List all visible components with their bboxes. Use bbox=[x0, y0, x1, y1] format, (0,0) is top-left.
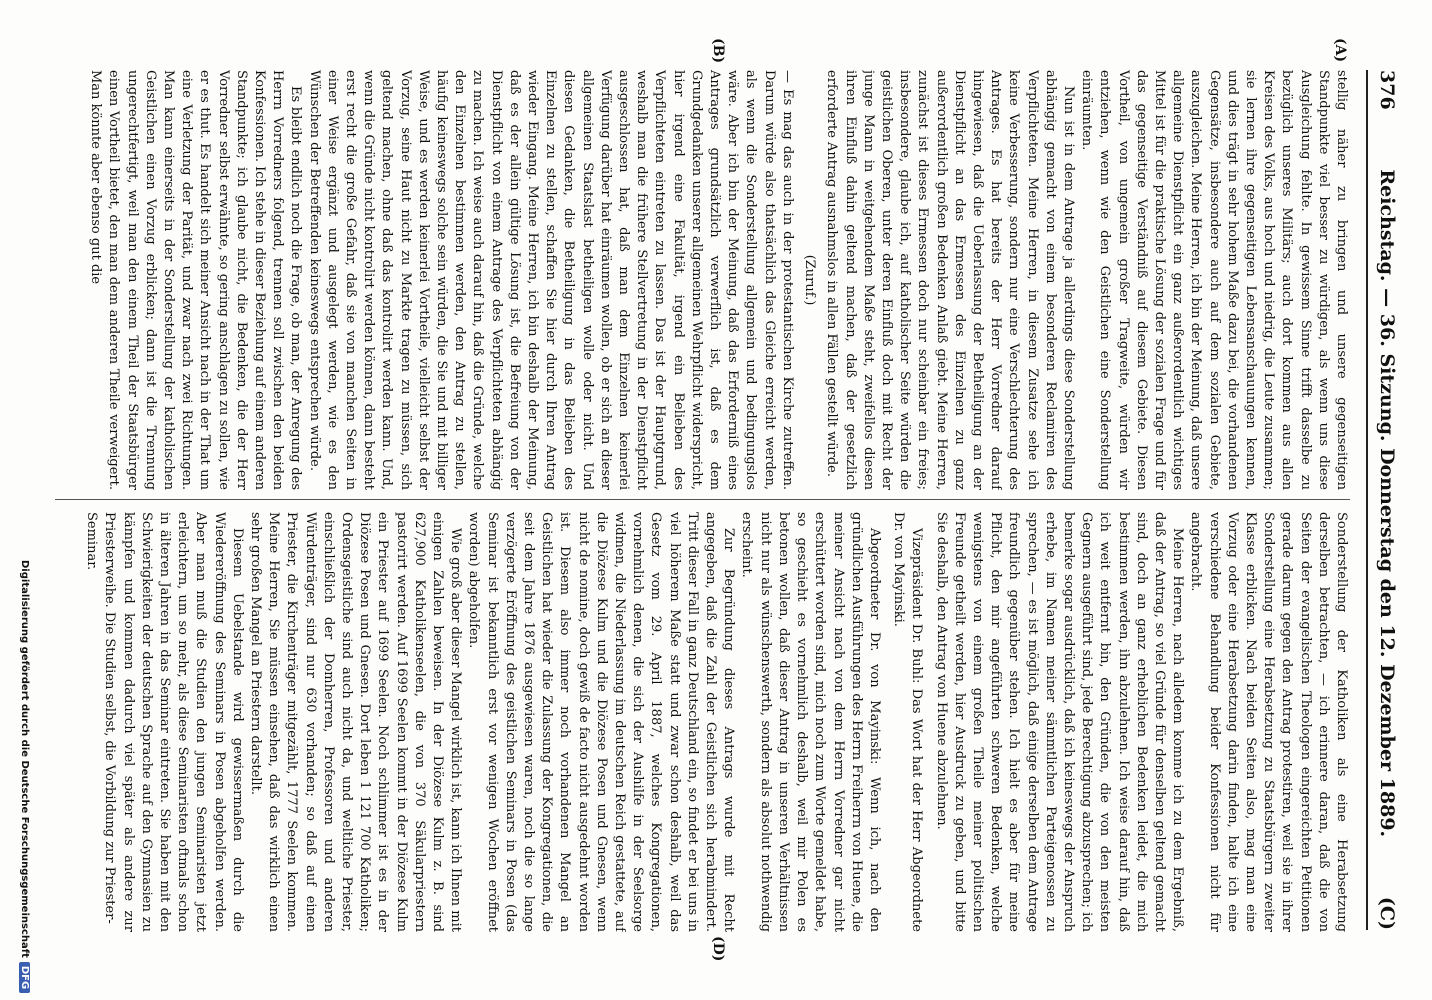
interjection: (Zuruf.) bbox=[802, 254, 818, 306]
digitization-text: Digitalisierung gefördert durch die Deutsche Forschungsgemeinschaft bbox=[19, 560, 30, 958]
running-title: Reichstag. — 36. Sitzung. Donnerstag den 12. Dezember 1889. bbox=[1376, 169, 1398, 838]
paragraph: Meine Herren, nach alledem komme ich zu dem Ergebniß, daß der Antrag, so viel Gründe für denselben geltend gemacht sind, doch an ganz erheblichen Bedenken leidet, die mich bestimmen werden, ihn abzulehnen. Ich weise darauf hin, daß ich weit entfernt bin, den Gründen, die von den meisten Gegnern ausgeführt sind, jede Berechtigung abzusprechen; ich bemerke sogar ausdrücklich, daß ich keineswegs der Anspruch erhebe, im Namen meiner sämmtlichen Parteigenossen zu sprechen, — es ist möglich, daß einige derselben dem Antrage freundlich gegenüber stehen. Ich hielt es aber für meine Pflicht, den mir angeführten schweren Bedenken, welche wenigstens von einem großen Theile meiner politischen Freunde getheilt werden, hier Ausdruck zu geben, und bitte Sie deshalb, den Antrag von Huene abzulehnen. bbox=[933, 512, 1186, 932]
paragraph: Wie groß aber dieser Mangel wirklich ist, kann ich Ihnen mit einigen Zahlen beweisen. In der Diözese Kulm z. B. sind 627,900 Katholikenseelen, die von 370 Säkularpriestern pastorirt werden. Auf 1699 Seelen kommt in der Diözese Kulm ein Priester auf 1699 Seelen. Noch schlimmer ist es in der Diözese Posen und Gnesen. Dort leben 1 121 700 Katholiken; Ordensgeistliche sind auch nicht da, und weltliche Priester, einschließlich der Domherren, Professoren und anderen Würdenträger, sind nur 630 vorhanden; so daß auf einen Priester, die Kirchenträger mitgezählt, 1777 Seelen kommen. Meine Herren, Sie müssen einsehen, daß das wirklich einen sehr großen Mangel an Priestern darstellt. bbox=[248, 512, 464, 932]
page-number: 376 bbox=[1376, 70, 1398, 110]
paragraph: Abgeordneter Dr. von Mayinski: Wenn ich, nach den gründlichen Ausführungen des Herrn Freiherrn von Huene, die meiner Ansicht nach von dem Herrn Vorredner gar nicht erschüttert worden sind, mich noch zum Worte gemeldet habe, so geschieht es vornehmlich deshalb, weil mir Polen es betonen wollen, daß dieser Antrag in unseren Verhältnissen nicht nur als wünschenswerth, sondern als absolut nothwendig erscheint. bbox=[739, 512, 882, 932]
paragraph: Sonderstellung der Katholiken als eine Herabsetzung derselben betrachten, — ich erinnere daran, daß die von Seiten der evangelischen Theologen eingereichten Petitionen gerade darum gegen den Antrag protestiren, weil sie in ihrer Sonderstellung eine Herabsetzung zu Staatsbürgern zweiter Klasse erblicken. Nach beiden Seiten also, mag man eine Vorzug oder eine Herabsetzung darin finden, halte ich eine verschiedene Behandlung beider Konfessionen nicht für angebracht. bbox=[1188, 512, 1349, 932]
digitization-note bbox=[19, 560, 30, 990]
paragraph: Es bleibt endlich noch die Frage, ob man, der Anregung des Herrn Vorredners folgend, trennen soll zwischen den beiden Konfessionen. Ich stehe in dieser Beziehung auf einem anderen Standpunkte; ich glaube nicht, die Bedenken, die der Herr Vorredner selbst erwähnte, so gering anschlagen zu sollen, wie er es thut. Es handelt sich meiner Ansicht nach in der That um eine Verletzung der Parität, und zwar nach zwei Richtungen. Man kann einerseits in der Sonderstellung der katholischen Geistlichen einen Vorzug erblicken; dann ist die Trennung ungerechtfertigt, weil man den einem Theil der Staatsbürger einen Vortheil bietet, den man dem anderen Theile verweigert. Man könnte aber ebenso gut die bbox=[88, 70, 304, 490]
column-marker-b: (B) bbox=[710, 38, 726, 64]
column-marker-d: (D) bbox=[710, 936, 726, 962]
paragraph: Zur Begründung dieses Antrags wurde mit Recht angegeben, daß die Zahl der Geistlichen sich herabmindert. Tritt dieser Fall in ganz Deutschland ein, so findet er bei uns in viel höherem Maße statt und zwar schon deshalb, weil das Gesetz vom 29. April 1887, welches Kongregationen, vornehmlich denen, die sich der Aushilfe in der Seelsorge widmen, die Niederlassung im deutschen Reich gestattete, auf die Diözese Kulm und die Diözese Posen und Gnesen, wenn nicht de nomine, doch gewiß de facto nicht ausgedehnt worden ist. Diesem also immer noch vorhandenen Mangel an Geistlichen hat wieder die Zulassung der Kongregationen, die seit dem Jahre 1876 ausgewiesen waren, noch die so lange verzögerte Eröffnung des geistlichen Seminars in Posen (das Seminar ist bekanntlich erst vor wenigen Wochen eröffnet worden) abgeholfen. bbox=[466, 512, 737, 932]
page-header bbox=[1366, 70, 1398, 930]
right-column bbox=[55, 512, 1350, 932]
paragraph: stellig näher zu bringen und unsere gegenseitigen Standpunkte viel besser zu würdigen, als wenn uns diese Ausgleichung fehlte. In gewissem Sinne trifft dasselbe zu bezüglich unseres Militärs; auch dort kommen aus allen Kreisen des Volks, aus hoch und niedrig, die Leute zusammen; sie lernen ihre gegenseitigen Lebensanschauungen kennen, und dies trägt in sehr hohem Maße dazu bei, die vorhandenen Gegensätze, insbesondere auch auf dem sozialen Gebiete, auszugleichen. Meine Herren, ich bin der Meinung, daß unsere allgemeine Dienstpflicht ein ganz außerordentlich wichtiges Mittel ist für die praktische Lösung der sozialen Frage und für das gegenseitige Verständniß auf diesem Gebiete. Diesen Vortheil, von ungemein großer Tragweite, würden wir entziehen, wenn wie den Geistlichen eine Sonderstellung einräumten. bbox=[1079, 70, 1349, 490]
left-column bbox=[55, 70, 1350, 490]
paragraph: Diesem Uebelstande wird gewissermaßen durch die Wiedereröffnung des Seminars in Posen abgeholfen werden. Aber man muß die Studien den jungen Seminaristen jetzt erleichtern, um so mehr, als diese Seminaristen oftmals schon in älteren Jahren in das Seminar eintreten. Sie haben mit den Schwierigkeiten der deutschen Sprache auf den Gymnasien zu kämpfen und kommen dadurch viel später als andere zur Priesterweihe. Die Studien selbst, die Vorbildung zur Priester- bbox=[102, 512, 245, 932]
column-marker-c: (C) bbox=[1376, 896, 1398, 930]
dfg-logo: DFG bbox=[19, 962, 30, 993]
paragraph: — Es mag das auch in der protestantischen Kirche zutreffen. Darum würde also thatsächlich das Gleiche erreicht werden, als wenn die Sonderstellung allgemein und bedingungslos wäre. Aber ich bin der Meinung, daß das Erforderniß eines Antrages grundsätzlich verwerflich ist, daß es dem Grundgedanken unserer allgemeinen Wehrpflicht widerspricht, hier irgend eine Fakultät, irgend ein Belieben des Verpflichteten eintreten zu lassen. Das ist der Hauptgrund, weshalb man die frühere Stellvertretung in der Dienstpflicht ausgeschlossen hat, daß man dem Einzelnen keinerlei Verfügung darüber hat einräumen wollen, ob er sich an dieser allgemeinen Staatslast betheiligen wolle oder nicht. Und diesen Gedanken, die Betheiligung in das Belieben des Einzelnen zu stellen, schaffen Sie hier durch Ihren Antrag wieder Eingang. Meine Herren, ich bin deshalb der Meinung, daß es der allein gültige Lösung ist, die Befreiung von der Dienstpflicht von einem Antrage des Verpflichteten abhängig zu machen. Ich weise auch darauf hin, daß die Gründe, welche den Einzelnen bestimmen werden, den Antrag zu stellen, häufig keineswegs solche sein würden, die Sie und mit billiger Weise, und es werden keinerlei Vortheile, vielleicht selbst der Vorzug, seine Haut nicht zu Markte tragen zu müssen, sich geltend machen, ohne daß das kontrolirt werden kann. Und, wenn die Gründe nicht kontrolirt werden können, dann besteht erst recht die große Gefahr, daß sie von manchen Seiten in einer Weise ergänzt und ausgelegt werden, wie es den Wünschen der Betreffenden keineswegs entsprechen würde. bbox=[306, 70, 795, 490]
column-divider bbox=[55, 499, 1350, 500]
paragraph: Nun ist in dem Antrage ja allerdings diese Sonderstellung abhängig gemacht von einem besonderen Reclamiren des Verpflichteten. Meine Herren, in diesem Zusatze sehe ich keine Verbesserung, sondern nur eine Verschlechterung des Antrages. Es hat bereits der Herr Vorredner darauf hingewiesen, daß die Ueberlassung der Betheiligung an der Dienstpflicht an das Ermessen des Einzelnen zu ganz außerordentlich großen Bedenken Anlaß giebt. Meine Herren, zunächst ist dieses Ermessen doch nur scheinbar ein freies; insbesondere, glaube ich, auf katholischer Seite würden die geistlichen Oberen, unter deren Einfluß doch mit Recht der junge Mann in weitgehendem Maße steht, zweifellos diesen ihren Einfluß dahin geltend machen, daß der gesetzlich erforderte Antrag ausnahmslos in allen Fällen gestellt würde. bbox=[824, 70, 1076, 490]
speaker-notice: Vizepräsident Dr. Buhl: Das Wort hat der Herr Abgeordnete Dr. von Mayinski. bbox=[891, 512, 925, 932]
column-marker-a: (A) bbox=[1332, 38, 1348, 63]
seminar-word: Seminar. bbox=[84, 512, 100, 571]
